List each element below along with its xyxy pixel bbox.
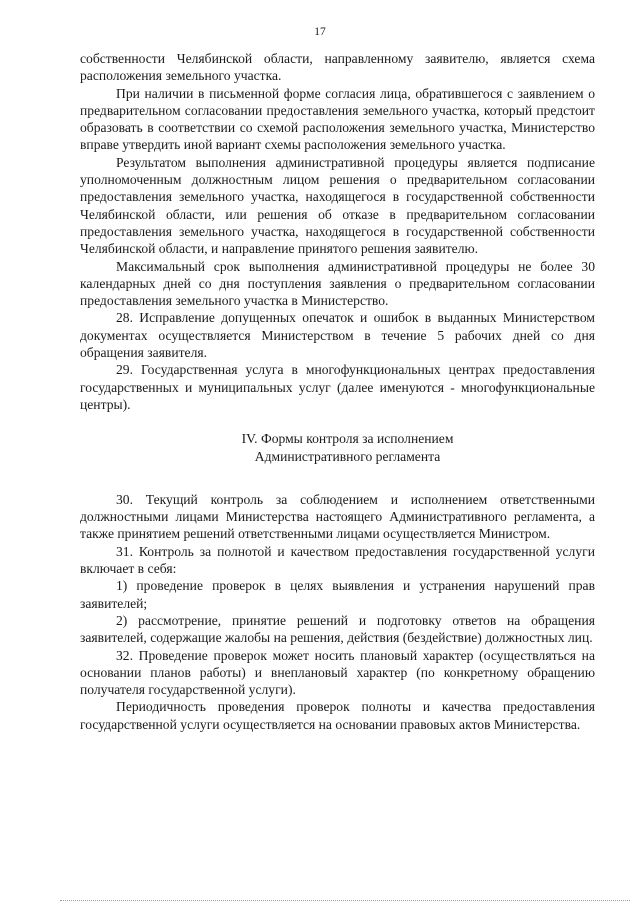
paragraph-p4: Максимальный срок выполнения административной процедуры не более 30 календарных дней со дня поступления заявления о предварительном согласовании предоставления земельного участка в Министерство. <box>80 258 595 309</box>
paragraph-p10: 2) рассмотрение, принятие решений и подготовку ответов на обращения заявителей, содержащие жалобы на решения, действия (бездействие) должностных лиц. <box>80 612 595 646</box>
paragraph-p2: При наличии в письменной форме согласия лица, обратившегося с заявлением о предварительном согласовании предоставления земельного участка, который предстоит образовать в соответствии со схемой расположения земельного участка, Министерство вправе утвердить иной вариант схемы расположения земельного участка. <box>80 85 595 153</box>
section-title <box>80 430 595 465</box>
paragraph-p3: Результатом выполнения административной процедуры является подписание уполномоченным должностным лицом решения о предварительном согласовании предоставления земельного участка, находящегося в государственной собственности Челябинской области, или решения об отказе в предварительном согласовании предоставления земельного участка, находящегося в государственной собственности Челябинской области, и направление принятого решения заявителю. <box>80 154 595 257</box>
document-body <box>80 50 595 733</box>
paragraphs-bottom <box>80 491 595 733</box>
page-bottom-rule <box>60 900 630 901</box>
paragraph-p1: собственности Челябинской области, направленному заявителю, является схема расположения земельного участка. <box>80 51 595 84</box>
paragraph-p11: 32. Проведение проверок может носить плановый характер (осуществляться на основании планов работы) и внеплановый характер (по конкретному обращению получателя государственной услуги). <box>80 647 595 698</box>
paragraph-p5: 28. Исправление допущенных опечаток и ошибок в выданных Министерством документах осуществляется Министерством в течение 5 рабочих дней со дня обращения заявителя. <box>80 310 595 361</box>
paragraph-p12: Периодичность проведения проверок полноты и качества предоставления государственной услуги осуществляется на основании правовых актов Министерства. <box>80 699 595 732</box>
paragraphs-top <box>80 50 595 413</box>
section-title-line-2: Административного регламента <box>254 448 441 464</box>
paragraph-p8: 31. Контроль за полнотой и качеством предоставления государственной услуги включает в себя: <box>80 543 595 577</box>
page-number: 17 <box>314 26 326 38</box>
section-title-line-1: IV. Формы контроля за исполнением <box>241 431 454 447</box>
paragraph-p6: 29. Государственная услуга в многофункциональных центрах предоставления государственных и муниципальных услуг (далее именуются - многофункциональные центры). <box>80 362 595 412</box>
paragraph-p9: 1) проведение проверок в целях выявления и устранения нарушений прав заявителей; <box>80 578 595 611</box>
paragraph-p7: 30. Текущий контроль за соблюдением и исполнением ответственными должностными лицами Министерства настоящего Административного регламента, а также принятием решений ответственными лицами осуществляется Министром. <box>80 491 595 542</box>
